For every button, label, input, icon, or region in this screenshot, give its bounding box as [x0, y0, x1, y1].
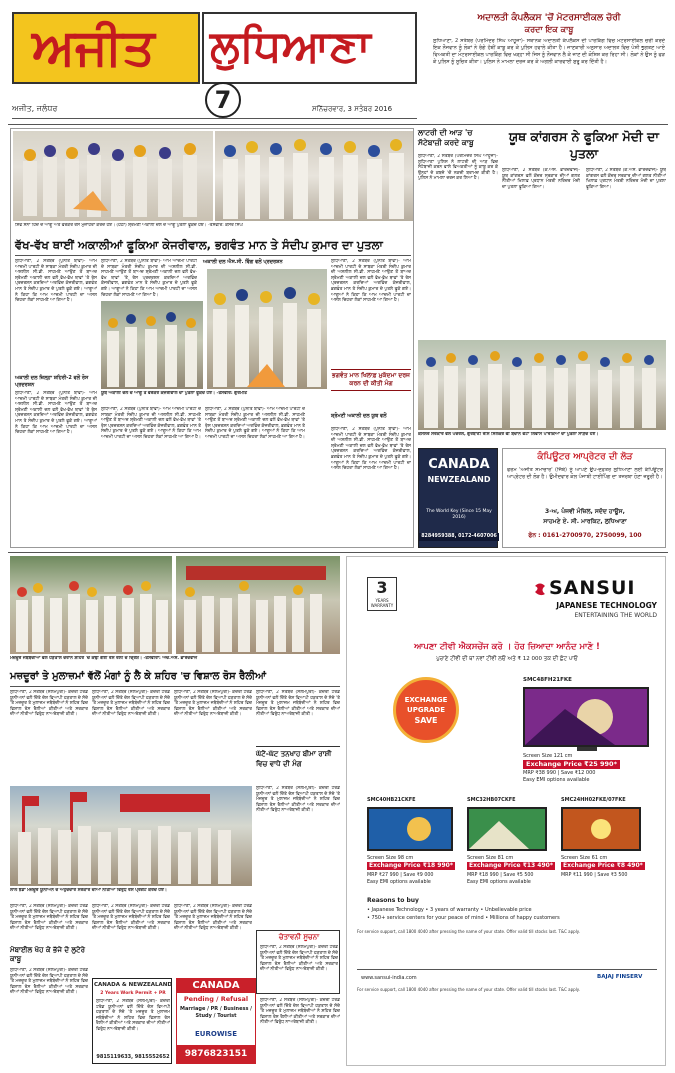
lead-inner-photo-1	[101, 301, 203, 389]
strike-photo-2	[176, 556, 340, 654]
warranty-badge	[367, 577, 397, 611]
lead-body-col2: ਲੁਧਿਆਣਾ, 2 ਸਤੰਬਰ (ਪੁਨੀਤ ਬਾਵਾ)- ਆਮ ਆਦਮੀ ਪਾਰਟੀ ਦੇ ਸਾਬਕਾ ਮੰਤਰੀ ਸੰਦੀਪ ਕੁਮਾਰ ਦੀ ਅਸ਼ਲੀਲ ਸੀ.ਡੀ. ਸਾਹਮਣੇ ਆਉਣ ਤੋਂ ਬਾਅਦ ਸ਼੍ਰੋਮਣੀ ਅਕਾਲੀ ਦਲ ਵਲੋਂ ਵੱਖ-ਵੱਖ ਥਾਵਾਂ 'ਤੇ ਰੋਸ ਪ੍ਰਦਰਸ਼ਨ ਕਰਦਿਆਂ ਅਰਵਿੰਦ ਕੇਜਰੀਵਾਲ, ਭਗਵੰਤ ਮਾਨ ਤੇ ਸੰਦੀਪ ਕੁਮਾਰ ਦੇ ਪੁਤਲੇ ਫੂਕੇ ਗਏ। ਆਗੂਆਂ ਨੇ ਕਿਹਾ ਕਿ ਆਮ ਆਦਮੀ ਪਾਰਟੀ ਦਾ ਅਸਲ ਚਿਹਰਾ ਲੋਕਾਂ ਸਾਹਮਣੇ ਆ ਗਿਆ ਹੈ।	[101, 259, 197, 297]
tv-4-model: SMC24HH02FKE/07FKE	[561, 797, 626, 803]
offer-headline: ਆਪਣਾ ਟੀਵੀ ਐਕਸਚੇਂਜ ਕਰੋ । ਹੋਰ ਜ਼ਿਆਦਾ ਆਨੰਦ ਮਾਣੋ !	[414, 642, 600, 652]
tv-1-price: Exchange Price ₹25 990*	[523, 760, 620, 769]
lead-body-col5b: ਲੁਧਿਆਣਾ, 2 ਸਤੰਬਰ (ਪੁਨੀਤ ਬਾਵਾ)- ਆਮ ਆਦਮੀ ਪਾਰਟੀ ਦੇ ਸਾਬਕਾ ਮੰਤਰੀ ਸੰਦੀਪ ਕੁਮਾਰ ਦੀ ਅਸ਼ਲੀਲ ਸੀ.ਡੀ. ਸਾਹਮਣੇ ਆਉਣ ਤੋਂ ਬਾਅਦ ਸ਼੍ਰੋਮਣੀ ਅਕਾਲੀ ਦਲ ਵਲੋਂ ਵੱਖ-ਵੱਖ ਥਾਵਾਂ 'ਤੇ ਰੋਸ ਪ੍ਰਦਰਸ਼ਨ ਕਰਦਿਆਂ ਅਰਵਿੰਦ ਕੇਜਰੀਵਾਲ, ਭਗਵੰਤ ਮਾਨ ਤੇ ਸੰਦੀਪ ਕੁਮਾਰ ਦੇ ਪੁਤਲੇ ਫੂਕੇ ਗਏ। ਆਗੂਆਂ ਨੇ ਕਿਹਾ ਕਿ ਆਮ ਆਦਮੀ ਪਾਰਟੀ ਦਾ ਅਸਲ ਚਿਹਰਾ ਲੋਕਾਂ ਸਾਹਮਣੇ ਆ ਗਿਆ ਹੈ।	[331, 427, 411, 472]
sansui-ad	[346, 556, 666, 1066]
tv-3-size: Screen Size 81 cm	[467, 855, 514, 861]
lead-photo-2-figures	[215, 131, 413, 221]
lead-photo-1	[13, 131, 213, 221]
tv-2-screen	[367, 807, 453, 851]
warning-notice	[256, 930, 340, 994]
strike-body-col2: ਲੁਧਿਆਣਾ, 2 ਸਤੰਬਰ (ਸਲੇਮਪੁਰੀ)- ਕੇਂਦਰੀ ਟਰੇਡ ਯੂਨੀਅਨਾਂ ਵਲੋਂ ਦਿੱਤੇ ਦੇਸ਼ ਵਿਆਪੀ ਹੜਤਾਲ ਦੇ ਸੱਦੇ 'ਤੇ ਮਜ਼ਦੂਰ ਤੇ ਮੁਲਾਜ਼ਮ ਜਥੇਬੰਦੀਆਂ ਨੇ ਸ਼ਹਿਰ ਵਿਚ ਵਿਸ਼ਾਲ ਰੋਸ ਰੈਲੀਆਂ ਕੀਤੀਆਂ ਅਤੇ ਸਰਕਾਰ ਦੀਆਂ ਨੀਤੀਆਂ ਵਿਰੁੱਧ ਨਾਅਰੇਬਾਜ਼ੀ ਕੀਤੀ।	[92, 690, 170, 718]
lead-photo-1-figures	[13, 131, 213, 221]
top-right-headline-1: ਅਦਾਲਤੀ ਕੰਪਲੈਕਸ 'ਚੋਂ ਮੋਟਰਸਾਈਕਲ ਚੋਰੀ	[477, 13, 621, 23]
youth-story-headline: ਯੂਥ ਕਾਂਗਰਸ ਨੇ ਫੂਕਿਆ ਮੋਦੀ ਦਾ ਪੁਤਲਾ	[509, 129, 659, 161]
computer-notice-headline: ਕੰਪਿਊਟਰ ਆਪ੍ਰੇਟਰ ਦੀ ਲੋੜ	[537, 452, 633, 462]
lead-story	[10, 128, 414, 548]
tv-4-mrp: MRP ₹11 990 | Save ₹3 500	[561, 873, 628, 878]
lead-body-col4: ਲੁਧਿਆਣਾ, 2 ਸਤੰਬਰ (ਪੁਨੀਤ ਬਾਵਾ)- ਆਮ ਆਦਮੀ ਪਾਰਟੀ ਦੇ ਸਾਬਕਾ ਮੰਤਰੀ ਸੰਦੀਪ ਕੁਮਾਰ ਦੀ ਅਸ਼ਲੀਲ ਸੀ.ਡੀ. ਸਾਹਮਣੇ ਆਉਣ ਤੋਂ ਬਾਅਦ ਸ਼੍ਰੋਮਣੀ ਅਕਾਲੀ ਦਲ ਵਲੋਂ ਵੱਖ-ਵੱਖ ਥਾਵਾਂ 'ਤੇ ਰੋਸ ਪ੍ਰਦਰਸ਼ਨ ਕਰਦਿਆਂ ਅਰਵਿੰਦ ਕੇਜਰੀਵਾਲ, ਭਗਵੰਤ ਮਾਨ ਤੇ ਸੰਦੀਪ ਕੁਮਾਰ ਦੇ ਪੁਤਲੇ ਫੂਕੇ ਗਏ। ਆਗੂਆਂ ਨੇ ਕਿਹਾ ਕਿ ਆਮ ਆਦਮੀ ਪਾਰਟੀ ਦਾ ਅਸਲ ਚਿਹਰਾ ਲੋਕਾਂ ਸਾਹਮਣੇ ਆ ਗਿਆ ਹੈ।	[205, 407, 305, 440]
sansui-footer-note: For service support, call 1800 4040 after pressing the name of your state. Offer valid till stocks last. T&C apply.	[357, 929, 580, 934]
eurowise-ad	[176, 978, 256, 1064]
youth-story-photo	[418, 340, 666, 430]
canada-ad-title: CANADA	[428, 457, 490, 472]
tv-4-price: Exchange Price ₹8 490*	[563, 862, 643, 869]
offer-subline: ਪੁਰਾਣੇ ਟੀਵੀ ਦੀ ਥਾਂ ਨਵਾਂ ਟੀਵੀ ਲਓ ਅਤੇ ₹ 12 000 ਤਕ ਦੀ ਛੋਟ ਪਾਓ	[436, 656, 578, 662]
page-top-rule	[8, 124, 668, 125]
misc-body-col2: ਲੁਧਿਆਣਾ, 2 ਸਤੰਬਰ (ਸਲੇਮਪੁਰੀ)- ਕੇਂਦਰੀ ਟਰੇਡ ਯੂਨੀਅਨਾਂ ਵਲੋਂ ਦਿੱਤੇ ਦੇਸ਼ ਵਿਆਪੀ ਹੜਤਾਲ ਦੇ ਸੱਦੇ 'ਤੇ ਮਜ਼ਦੂਰ ਤੇ ਮੁਲਾਜ਼ਮ ਜਥੇਬੰਦੀਆਂ ਨੇ ਸ਼ਹਿਰ ਵਿਚ ਵਿਸ਼ਾਲ ਰੋਸ ਰੈਲੀਆਂ ਕੀਤੀਆਂ ਅਤੇ ਸਰਕਾਰ ਦੀਆਂ ਨੀਤੀਆਂ ਵਿਰੁੱਧ ਨਾਅਰੇਬਾਜ਼ੀ ਕੀਤੀ।	[92, 904, 170, 932]
lead-body-col3: ਲੁਧਿਆਣਾ, 2 ਸਤੰਬਰ (ਪੁਨੀਤ ਬਾਵਾ)- ਆਮ ਆਦਮੀ ਪਾਰਟੀ ਦੇ ਸਾਬਕਾ ਮੰਤਰੀ ਸੰਦੀਪ ਕੁਮਾਰ ਦੀ ਅਸ਼ਲੀਲ ਸੀ.ਡੀ. ਸਾਹਮਣੇ ਆਉਣ ਤੋਂ ਬਾਅਦ ਸ਼੍ਰੋਮਣੀ ਅਕਾਲੀ ਦਲ ਵਲੋਂ ਵੱਖ-ਵੱਖ ਥਾਵਾਂ 'ਤੇ ਰੋਸ ਪ੍ਰਦਰਸ਼ਨ ਕਰਦਿਆਂ ਅਰਵਿੰਦ ਕੇਜਰੀਵਾਲ, ਭਗਵੰਤ ਮਾਨ ਤੇ ਸੰਦੀਪ ਕੁਮਾਰ ਦੇ ਪੁਤਲੇ ਫੂਕੇ ਗਏ। ਆਗੂਆਂ ਨੇ ਕਿਹਾ ਕਿ ਆਮ ਆਦਮੀ ਪਾਰਟੀ ਦਾ ਅਸਲ ਚਿਹਰਾ ਲੋਕਾਂ ਸਾਹਮਣੇ ਆ ਗਿਆ ਹੈ।	[101, 407, 201, 440]
tv-3-screen	[467, 807, 547, 851]
tv-4-screen	[561, 807, 641, 851]
computer-notice-address-1: 3-ਅ, ਪੰਜਵੀ ਮੰਜ਼ਿਲ, ਸਦੱਦ ਹਾਊਸ,	[545, 508, 625, 515]
sansui-website: www.sansui-india.com	[361, 975, 417, 981]
computer-notice-address-2: ਸਾਹਮਣੇ ਏ. ਸੀ. ਮਾਰਕਿਟ, ਲੁਧਿਆਣਾ	[543, 518, 627, 525]
masthead	[12, 12, 417, 120]
youth-story-photo-figures	[418, 340, 666, 430]
youth-story-photo-caption: ਕੌਂਸਲਰ ਸਰਕਾਰ ਵਲੋਂ ਪੰਦਰੋਲ, ਗੁਰਬਾਣੀ ਰੀਸ ਸਿਲਕਰ ਵੀ ਬਦਾਨੇ ਵੇਟਾਂ ਲਿਵਾਸ ਪਾਰਕਿਆਂ ਦਾ ਪੁਤਲਾ ਸਾੜਦੇ ਹੋਏ।	[418, 432, 599, 437]
sansui-tagline-1: JAPANESE TECHNOLOGY	[556, 601, 657, 610]
warranty-number: 3	[376, 578, 388, 597]
strike-headline-rule	[10, 686, 340, 687]
canada-newzealand-ad	[418, 448, 498, 548]
sansui-brand: SANSUI	[549, 577, 636, 599]
exchange-badge	[393, 677, 459, 743]
tv-2-price: Exchange Price ₹18 990*	[369, 862, 453, 869]
eurowise-ad-sub: Pending / Refusal	[183, 995, 249, 1003]
lead-subhead-3: ਸ਼੍ਰੋਮਣੀ ਅਕਾਲੀ ਦਲ ਯੂਥ ਵਲੋਂ	[331, 413, 387, 419]
work-permit-ad-phone: 9815119633, 9815552652	[96, 1054, 170, 1060]
tv-4-screen-image	[563, 809, 639, 849]
computer-notice-phone: ਫੋਨ : 0161-2700970, 2750099, 100	[528, 532, 642, 539]
youth-story	[502, 128, 666, 338]
tv-3-model: SMC32HB07CKFE	[467, 797, 516, 803]
youth-story-body-2: ਲੁਧਿਆਣਾ, 2 ਸਤੰਬਰ (ਕੇ.ਐਸ. ਭਾਰਦਵਾਜ)- ਯੂਥ ਕਾਂਗਰਸ ਵਲੋਂ ਕੇਂਦਰ ਸਰਕਾਰ ਦੀਆਂ ਗਲਤ ਨੀਤੀਆਂ ਖਿਲਾਫ਼ ਪ੍ਰਧਾਨ ਮੰਤਰੀ ਨਰਿੰਦਰ ਮੋਦੀ ਦਾ ਪੁਤਲਾ ਫੂਕਿਆ ਗਿਆ।	[586, 168, 666, 190]
masthead-left-title: ਅਜੀਤ	[32, 18, 155, 76]
tv-1-emi: Easy EMI options available	[523, 777, 590, 783]
lead-inner-photo-1-figures	[101, 301, 203, 389]
lead-callout: ਭਗਵੰਤ ਮਾਨ ਖਿਲਾਫ਼ ਮੁਕੱਦਮਾ ਦਰਜ ਕਰਨ ਦੀ ਕੀਤੀ ਮੰਗ	[331, 369, 411, 391]
canada-ad-tag: The World Key (Since 15 May 2016)	[426, 509, 492, 520]
canada-ad-phone: 8284959388, 0172-4607006	[419, 533, 499, 541]
eurowise-ad-lines: Marriage / PR / Business / Study / Tourist	[180, 1006, 252, 1019]
lead-body-col1: ਲੁਧਿਆਣਾ, 2 ਸਤੰਬਰ (ਪੁਨੀਤ ਬਾਵਾ)- ਆਮ ਆਦਮੀ ਪਾਰਟੀ ਦੇ ਸਾਬਕਾ ਮੰਤਰੀ ਸੰਦੀਪ ਕੁਮਾਰ ਦੀ ਅਸ਼ਲੀਲ ਸੀ.ਡੀ. ਸਾਹਮਣੇ ਆਉਣ ਤੋਂ ਬਾਅਦ ਸ਼੍ਰੋਮਣੀ ਅਕਾਲੀ ਦਲ ਵਲੋਂ ਵੱਖ-ਵੱਖ ਥਾਵਾਂ 'ਤੇ ਰੋਸ ਪ੍ਰਦਰਸ਼ਨ ਕਰਦਿਆਂ ਅਰਵਿੰਦ ਕੇਜਰੀਵਾਲ, ਭਗਵੰਤ ਮਾਨ ਤੇ ਸੰਦੀਪ ਕੁਮਾਰ ਦੇ ਪੁਤਲੇ ਫੂਕੇ ਗਏ। ਆਗੂਆਂ ਨੇ ਕਿਹਾ ਕਿ ਆਮ ਆਦਮੀ ਪਾਰਟੀ ਦਾ ਅਸਲ ਚਿਹਰਾ ਲੋਕਾਂ ਸਾਹਮਣੇ ਆ ਗਿਆ ਹੈ।	[15, 259, 97, 304]
exchange-badge-line-1: EXCHANGE	[404, 696, 448, 704]
tv-1-screen	[523, 687, 649, 747]
lead-inner-photo-caption: ਯੂਥ ਅਕਾਲੀ ਦਲ ਦੇ ਆਗੂ ਤੇ ਵਰਕਰ ਕੇਜਰੀਵਾਲ ਦਾ ਪੁਤਲਾ ਫੂਕਦੇ ਹੋਏ। -ਤਸਵੀਰ: ਗੁਰਮੀਤ	[101, 391, 247, 396]
mid-story-headline: ਲਾਟਰੀ ਦੀ ਆੜ 'ਚ ਸੱਟੇਬਾਜ਼ੀ ਕਰਦੇ ਕਾਬੂ	[418, 128, 474, 147]
computer-operator-notice	[502, 448, 666, 548]
sansui-tagline-2: ENTERTAINING THE WORLD	[574, 612, 657, 619]
tv-3-mrp: MRP ₹18 990 | Save ₹5 500	[467, 873, 534, 878]
tv-1-mrp: MRP ₹38 990 | Save ₹12 000	[523, 770, 596, 776]
lead-inner-photo-2-figures	[207, 269, 327, 389]
issue-date: ਸਨਿੱਚਰਵਾਰ, 3 ਸਤੰਬਰ 2016	[312, 105, 393, 113]
tv-3-price: Exchange Price ₹13 490*	[469, 862, 553, 869]
strike-photo-caption: ਮਜ਼ਦੂਰ ਜਥੇਬੰਦੀਆਂ ਵਲੋਂ ਹੜਤਾਲ ਦੌਰਾਨ ਸ਼ਹਿਰ 'ਚ ਕੱਢੀ ਗਈ ਰੋਸ ਰੈਲੀ ਦੇ ਦ੍ਰਿਸ਼। -ਤਸਵੀਰਾਂ: ਐਚ.ਐਸ. ਭਾਰਦਵਾਜ	[10, 656, 198, 661]
tv-1-screen-image	[525, 689, 647, 745]
misc-body-col1: ਲੁਧਿਆਣਾ, 2 ਸਤੰਬਰ (ਸਲੇਮਪੁਰੀ)- ਕੇਂਦਰੀ ਟਰੇਡ ਯੂਨੀਅਨਾਂ ਵਲੋਂ ਦਿੱਤੇ ਦੇਸ਼ ਵਿਆਪੀ ਹੜਤਾਲ ਦੇ ਸੱਦੇ 'ਤੇ ਮਜ਼ਦੂਰ ਤੇ ਮੁਲਾਜ਼ਮ ਜਥੇਬੰਦੀਆਂ ਨੇ ਸ਼ਹਿਰ ਵਿਚ ਵਿਸ਼ਾਲ ਰੋਸ ਰੈਲੀਆਂ ਕੀਤੀਆਂ ਅਤੇ ਸਰਕਾਰ ਦੀਆਂ ਨੀਤੀਆਂ ਵਿਰੁੱਧ ਨਾਅਰੇਬਾਜ਼ੀ ਕੀਤੀ।	[10, 904, 88, 932]
strike-body-col4: ਲੁਧਿਆਣਾ, 2 ਸਤੰਬਰ (ਸਲੇਮਪੁਰੀ)- ਕੇਂਦਰੀ ਟਰੇਡ ਯੂਨੀਅਨਾਂ ਵਲੋਂ ਦਿੱਤੇ ਦੇਸ਼ ਵਿਆਪੀ ਹੜਤਾਲ ਦੇ ਸੱਦੇ 'ਤੇ ਮਜ਼ਦੂਰ ਤੇ ਮੁਲਾਜ਼ਮ ਜਥੇਬੰਦੀਆਂ ਨੇ ਸ਼ਹਿਰ ਵਿਚ ਵਿਸ਼ਾਲ ਰੋਸ ਰੈਲੀਆਂ ਕੀਤੀਆਂ ਅਤੇ ਸਰਕਾਰ ਦੀਆਂ ਨੀਤੀਆਂ ਵਿਰੁੱਧ ਨਾਅਰੇਬਾਜ਼ੀ ਕੀਤੀ।	[256, 690, 340, 718]
work-permit-ad-sub: 2 Years Work Permit + PR	[100, 991, 166, 996]
misc-body-col3: ਲੁਧਿਆਣਾ, 2 ਸਤੰਬਰ (ਸਲੇਮਪੁਰੀ)- ਕੇਂਦਰੀ ਟਰੇਡ ਯੂਨੀਅਨਾਂ ਵਲੋਂ ਦਿੱਤੇ ਦੇਸ਼ ਵਿਆਪੀ ਹੜਤਾਲ ਦੇ ਸੱਦੇ 'ਤੇ ਮਜ਼ਦੂਰ ਤੇ ਮੁਲਾਜ਼ਮ ਜਥੇਬੰਦੀਆਂ ਨੇ ਸ਼ਹਿਰ ਵਿਚ ਵਿਸ਼ਾਲ ਰੋਸ ਰੈਲੀਆਂ ਕੀਤੀਆਂ ਅਤੇ ਸਰਕਾਰ ਦੀਆਂ ਨੀਤੀਆਂ ਵਿਰੁੱਧ ਨਾਅਰੇਬਾਜ਼ੀ ਕੀਤੀ।	[174, 904, 252, 932]
strike-body-col5: ਲੁਧਿਆਣਾ, 2 ਸਤੰਬਰ (ਸਲੇਮਪੁਰੀ)- ਕੇਂਦਰੀ ਟਰੇਡ ਯੂਨੀਅਨਾਂ ਵਲੋਂ ਦਿੱਤੇ ਦੇਸ਼ ਵਿਆਪੀ ਹੜਤਾਲ ਦੇ ਸੱਦੇ 'ਤੇ ਮਜ਼ਦੂਰ ਤੇ ਮੁਲਾਜ਼ਮ ਜਥੇਬੰਦੀਆਂ ਨੇ ਸ਼ਹਿਰ ਵਿਚ ਵਿਸ਼ਾਲ ਰੋਸ ਰੈਲੀਆਂ ਕੀਤੀਆਂ ਅਤੇ ਸਰਕਾਰ ਦੀਆਂ ਨੀਤੀਆਂ ਵਿਰੁੱਧ ਨਾਅਰੇਬਾਜ਼ੀ ਕੀਤੀ।	[256, 786, 340, 814]
lead-photo-2	[215, 131, 413, 221]
strike-photo-1	[10, 556, 172, 654]
tv-2-size: Screen Size 98 cm	[367, 855, 414, 861]
reasons-title: Reasons to buy	[367, 897, 419, 904]
bajaj-finserv-logo: BAJAJ FINSERV	[597, 974, 643, 980]
eurowise-ad-title: CANADA	[177, 979, 255, 993]
lead-headline: ਵੱਖ-ਵੱਖ ਥਾਈਂ ਅਕਾਲੀਆਂ ਫੂਕਿਆ ਕੇਜਰੀਵਾਲ, ਭਗਵੰਤ ਮਾਨ ਤੇ ਸੰਦੀਪ ਕੁਮਾਰ ਦਾ ਪੁਤਲਾ	[15, 238, 383, 252]
mid-story-body: ਲੁਧਿਆਣਾ, 2 ਸਤੰਬਰ (ਪਰਮਿੰਦਰ ਸਿੰਘ ਆਹੂਜਾ)- ਲੁਧਿਆਣਾ ਪੁਲਿਸ ਨੇ ਲਾਟਰੀ ਦੀ ਆੜ ਵਿਚ ਸੱਟੇਬਾਜ਼ੀ ਕਰਨ ਵਾਲੇ ਵਿਅਕਤੀਆਂ ਨੂੰ ਕਾਬੂ ਕਰ ਕੇ ਉਨ੍ਹਾਂ ਦੇ ਕਬਜ਼ੇ 'ਚੋਂ ਨਕਦੀ ਬਰਾਮਦ ਕੀਤੀ ਹੈ। ਪੁਲਿਸ ਨੇ ਮਾਮਲਾ ਦਰਜ ਕਰ ਲਿਆ ਹੈ।	[418, 154, 498, 182]
tv-3-emi: Easy EMI options available	[467, 880, 531, 885]
strike-body-col3: ਲੁਧਿਆਣਾ, 2 ਸਤੰਬਰ (ਸਲੇਮਪੁਰੀ)- ਕੇਂਦਰੀ ਟਰੇਡ ਯੂਨੀਅਨਾਂ ਵਲੋਂ ਦਿੱਤੇ ਦੇਸ਼ ਵਿਆਪੀ ਹੜਤਾਲ ਦੇ ਸੱਦੇ 'ਤੇ ਮਜ਼ਦੂਰ ਤੇ ਮੁਲਾਜ਼ਮ ਜਥੇਬੰਦੀਆਂ ਨੇ ਸ਼ਹਿਰ ਵਿਚ ਵਿਸ਼ਾਲ ਰੋਸ ਰੈਲੀਆਂ ਕੀਤੀਆਂ ਅਤੇ ਸਰਕਾਰ ਦੀਆਂ ਨੀਤੀਆਂ ਵਿਰੁੱਧ ਨਾਅਰੇਬਾਜ਼ੀ ਕੀਤੀ।	[174, 690, 252, 718]
tv-2-model: SMC40HB21CKFE	[367, 797, 416, 803]
snatcher-headline: ਮੋਬਾਈਲ ਖੋਹ ਕੇ ਭੱਜੇ ਦੋ ਲੁਟੇਰੇ ਕਾਬੂ	[10, 946, 85, 963]
youth-story-body-1: ਲੁਧਿਆਣਾ, 2 ਸਤੰਬਰ (ਕੇ.ਐਸ. ਭਾਰਦਵਾਜ)- ਯੂਥ ਕਾਂਗਰਸ ਵਲੋਂ ਕੇਂਦਰ ਸਰਕਾਰ ਦੀਆਂ ਗਲਤ ਨੀਤੀਆਂ ਖਿਲਾਫ਼ ਪ੍ਰਧਾਨ ਮੰਤਰੀ ਨਰਿੰਦਰ ਮੋਦੀ ਦਾ ਪੁਤਲਾ ਫੂਕਿਆ ਗਿਆ।	[502, 168, 580, 190]
tv-2-screen-image	[369, 809, 451, 849]
tv-1-model: SMC48FH21FKE	[523, 677, 572, 683]
top-right-headline-2: ਕਰਦਾ ਇਕ ਕਾਬੂ	[524, 25, 574, 34]
tv-3-screen-image	[469, 809, 545, 849]
warning-notice-body: ਲੁਧਿਆਣਾ, 2 ਸਤੰਬਰ (ਸਲੇਮਪੁਰੀ)- ਕੇਂਦਰੀ ਟਰੇਡ ਯੂਨੀਅਨਾਂ ਵਲੋਂ ਦਿੱਤੇ ਦੇਸ਼ ਵਿਆਪੀ ਹੜਤਾਲ ਦੇ ਸੱਦੇ 'ਤੇ ਮਜ਼ਦੂਰ ਤੇ ਮੁਲਾਜ਼ਮ ਜਥੇਬੰਦੀਆਂ ਨੇ ਸ਼ਹਿਰ ਵਿਚ ਵਿਸ਼ਾਲ ਰੋਸ ਰੈਲੀਆਂ ਕੀਤੀਆਂ ਅਤੇ ਸਰਕਾਰ ਦੀਆਂ ਨੀਤੀਆਂ ਵਿਰੁੱਧ ਨਾਅਰੇਬਾਜ਼ੀ ਕੀਤੀ।	[260, 945, 338, 973]
mid-story	[418, 128, 498, 338]
sansui-dealer-list: For service support, call 1800 4040 after pressing the name of your state. Offer valid till stocks last. T&C apply.	[357, 987, 580, 992]
lead-body-col1b: ਲੁਧਿਆਣਾ, 2 ਸਤੰਬਰ (ਪੁਨੀਤ ਬਾਵਾ)- ਆਮ ਆਦਮੀ ਪਾਰਟੀ ਦੇ ਸਾਬਕਾ ਮੰਤਰੀ ਸੰਦੀਪ ਕੁਮਾਰ ਦੀ ਅਸ਼ਲੀਲ ਸੀ.ਡੀ. ਸਾਹਮਣੇ ਆਉਣ ਤੋਂ ਬਾਅਦ ਸ਼੍ਰੋਮਣੀ ਅਕਾਲੀ ਦਲ ਵਲੋਂ ਵੱਖ-ਵੱਖ ਥਾਵਾਂ 'ਤੇ ਰੋਸ ਪ੍ਰਦਰਸ਼ਨ ਕਰਦਿਆਂ ਅਰਵਿੰਦ ਕੇਜਰੀਵਾਲ, ਭਗਵੰਤ ਮਾਨ ਤੇ ਸੰਦੀਪ ਕੁਮਾਰ ਦੇ ਪੁਤਲੇ ਫੂਕੇ ਗਏ। ਆਗੂਆਂ ਨੇ ਕਿਹਾ ਕਿ ਆਮ ਆਦਮੀ ਪਾਰਟੀ ਦਾ ਅਸਲ ਚਿਹਰਾ ਲੋਕਾਂ ਸਾਹਮਣੇ ਆ ਗਿਆ ਹੈ।	[15, 391, 97, 436]
strike-photo-2-figures	[176, 556, 340, 654]
tv-4-size: Screen Size 61 cm	[561, 855, 608, 861]
strike-photo-3-caption: ਲਾਲ ਝੰਡਾ ਮਜ਼ਦੂਰ ਯੂਨੀਅਨ ਦੇ ਅਹੁਦੇਦਾਰ ਸਰਕਾਰ ਦੀਆਂ ਨੀਤੀਆਂ ਵਿਰੁੱਧ ਰੋਸ ਪ੍ਰਗਟ ਕਰਦੇ ਹੋਏ।	[10, 888, 167, 893]
canada-ad-subtitle: NEWZEALAND	[427, 475, 491, 484]
lead-photo-caption: ਸ਼ਿਵ ਸੈਨਾ ਹਿੰਦ ਦੇ ਆਗੂ ਅਤੇ ਵਰਕਰ ਰੋਸ ਮੁਜ਼ਾਹਰਾ ਕਰਦੇ ਹੋਏ। (ਹੇਠਾਂ) ਸ਼੍ਰੋਮਣੀ ਅਕਾਲੀ ਦਲ ਦੇ ਆਗੂ ਪੁਤਲਾ ਫੂਕਦੇ ਹੋਏ। -ਤਸਵੀਰ: ਕੇਸਰ ਸਿੰਘ	[15, 223, 243, 228]
lead-inner-photo-2	[207, 269, 327, 389]
tv-1-size: Screen Size 121 cm	[523, 753, 573, 759]
sansui-logo-icon	[533, 581, 547, 595]
tv-2-emi: Easy EMI options available	[367, 880, 431, 885]
lead-subhead-2: ਅਕਾਲੀ ਦਲ ਐਸ.ਸੀ. ਵਿੰਗ ਵਲੋਂ ਪ੍ਰਦਰਸ਼ਨ	[203, 259, 283, 265]
computer-notice-body: ਫਰਮ 'ਅਜੀਤ ਸਮਾਚਾਰ' (ਜਿੱਥੇ) ਨੂੰ ਆਪਣੇ ਉਪ-ਦਫ਼ਤਰ ਲੁਧਿਆਣਾ ਲਈ ਕੰਪਿਊਟਰ ਆਪ੍ਰੇਟਰ ਦੀ ਲੋੜ ਹੈ। ਉਮੀਦਵਾਰ ਕੋਲ ਪੰਜਾਬੀ ਟਾਈਪਿੰਗ ਦਾ ਤਜਰਬਾ ਹੋਣਾ ਜ਼ਰੂਰੀ ਹੈ।	[507, 467, 663, 480]
top-right-body: ਲੁਧਿਆਣਾ, 2 ਸਤੰਬਰ (ਪਰਮਿੰਦਰ ਸਿੰਘ ਆਹੂਜਾ)- ਸਥਾਨਕ ਅਦਾਲਤੀ ਕੰਪਲੈਕਸ ਦੀ ਪਾਰਕਿੰਗ ਵਿਚ ਮੋਟਰਸਾਈਕਲ ਚੋਰੀ ਕਰਦੇ ਇਕ ਨੌਜਵਾਨ ਨੂੰ ਲੋਕਾਂ ਨੇ ਰੰਗੇ ਹੱਥੀਂ ਕਾਬੂ ਕਰ ਕੇ ਪੁਲਿਸ ਹਵਾਲੇ ਕੀਤਾ ਹੈ। ਜਾਣਕਾਰੀ ਅਨੁਸਾਰ ਅਦਾਲਤ ਵਿਚ ਪੇਸ਼ੀ ਭੁਗਤਣ ਆਏ ਵਿਅਕਤੀ ਦਾ ਮੋਟਰਸਾਈਕਲ ਪਾਰਕਿੰਗ ਵਿਚ ਖੜ੍ਹਾ ਸੀ ਜਿਸ ਨੂੰ ਨੌਜਵਾਨ ਲੈ ਕੇ ਜਾਣ ਦੀ ਕੋਸ਼ਿਸ਼ ਕਰ ਰਿਹਾ ਸੀ। ਲੋਕਾਂ ਨੇ ਉਸ ਨੂੰ ਫੜ ਕੇ ਪੁਲਿਸ ਨੂੰ ਸੂਚਿਤ ਕੀਤਾ। ਪੁਲਿਸ ਨੇ ਮਾਮਲਾ ਦਰਜ ਕਰ ਕੇ ਅਗਲੀ ਕਾਰਵਾਈ ਸ਼ੁਰੂ ਕਰ ਦਿੱਤੀ ਹੈ।	[433, 38, 665, 65]
warranty-text: YEARS WARRANTY	[370, 598, 394, 608]
strike-pullquote: ਘੱਟੋ-ਘੱਟ ਤਨਖਾਹ ਬੀਮਾ ਰਾਸ਼ੀ ਵਿਚ ਵਾਧੇ ਦੀ ਮੰਗ	[256, 746, 340, 769]
misc-body-col4: ਲੁਧਿਆਣਾ, 2 ਸਤੰਬਰ (ਸਲੇਮਪੁਰੀ)- ਕੇਂਦਰੀ ਟਰੇਡ ਯੂਨੀਅਨਾਂ ਵਲੋਂ ਦਿੱਤੇ ਦੇਸ਼ ਵਿਆਪੀ ਹੜਤਾਲ ਦੇ ਸੱਦੇ 'ਤੇ ਮਜ਼ਦੂਰ ਤੇ ਮੁਲਾਜ਼ਮ ਜਥੇਬੰਦੀਆਂ ਨੇ ਸ਼ਹਿਰ ਵਿਚ ਵਿਸ਼ਾਲ ਰੋਸ ਰੈਲੀਆਂ ਕੀਤੀਆਂ ਅਤੇ ਸਰਕਾਰ ਦੀਆਂ ਨੀਤੀਆਂ ਵਿਰੁੱਧ ਨਾਅਰੇਬਾਜ਼ੀ ਕੀਤੀ।	[260, 998, 340, 1026]
warning-notice-title: ਚੇਤਾਵਨੀ ਸੂਚਨਾ	[278, 933, 320, 941]
masthead-rule	[12, 118, 417, 119]
publisher-place: ਅਜੀਤ, ਜਲੰਧਰ	[12, 104, 58, 113]
exchange-badge-line-3: SAVE	[414, 716, 438, 725]
sansui-footer-rule	[357, 969, 657, 970]
strike-photo-3-figures	[10, 786, 252, 886]
lead-subhead-1: ਅਕਾਲੀ ਦਲ ਜ਼ਿਲ੍ਹਾ ਸ਼ਹਿਰੀ-2 ਵਲੋਂ ਰੋਸ ਪ੍ਰਦਰਸ਼ਨ	[15, 375, 89, 388]
reasons-line-2: • 750+ service centers for your peace of mind • Millions of happy customers	[367, 915, 560, 921]
canada-work-permit-ad	[92, 978, 172, 1064]
tv-1-stand	[577, 747, 597, 751]
strike-photo-1-figures	[10, 556, 172, 654]
tv-2-mrp: MRP ₹27 990 | Save ₹9 000	[367, 873, 434, 878]
eurowise-ad-phone: 9876823151	[177, 1045, 255, 1063]
work-permit-ad-title: CANADA & NEWZEALAND	[94, 982, 172, 988]
masthead-right-title: ਲੁਧਿਆਣਾ	[210, 21, 371, 72]
top-right-story	[425, 12, 665, 122]
lower-left-story	[10, 556, 340, 1066]
page-number: 7	[214, 86, 232, 114]
page-mid-rule	[8, 552, 668, 553]
exchange-badge-line-2: UPGRADE	[407, 706, 445, 714]
strike-body-col1: ਲੁਧਿਆਣਾ, 2 ਸਤੰਬਰ (ਸਲੇਮਪੁਰੀ)- ਕੇਂਦਰੀ ਟਰੇਡ ਯੂਨੀਅਨਾਂ ਵਲੋਂ ਦਿੱਤੇ ਦੇਸ਼ ਵਿਆਪੀ ਹੜਤਾਲ ਦੇ ਸੱਦੇ 'ਤੇ ਮਜ਼ਦੂਰ ਤੇ ਮੁਲਾਜ਼ਮ ਜਥੇਬੰਦੀਆਂ ਨੇ ਸ਼ਹਿਰ ਵਿਚ ਵਿਸ਼ਾਲ ਰੋਸ ਰੈਲੀਆਂ ਕੀਤੀਆਂ ਅਤੇ ਸਰਕਾਰ ਦੀਆਂ ਨੀਤੀਆਂ ਵਿਰੁੱਧ ਨਾਅਰੇਬਾਜ਼ੀ ਕੀਤੀ।	[10, 690, 88, 718]
strike-headline: ਮਜ਼ਦੂਰਾਂ ਤੇ ਮੁਲਾਜ਼ਮਾਂ ਵੱਲੋਂ ਮੰਗਾਂ ਨੂੰ ਲੈ ਕੇ ਸ਼ਹਿਰ 'ਚ ਵਿਸ਼ਾਲ ਰੋਸ ਰੈਲੀਆਂ	[10, 671, 267, 682]
work-permit-ad-body: ਲੁਧਿਆਣਾ, 2 ਸਤੰਬਰ (ਸਲੇਮਪੁਰੀ)- ਕੇਂਦਰੀ ਟਰੇਡ ਯੂਨੀਅਨਾਂ ਵਲੋਂ ਦਿੱਤੇ ਦੇਸ਼ ਵਿਆਪੀ ਹੜਤਾਲ ਦੇ ਸੱਦੇ 'ਤੇ ਮਜ਼ਦੂਰ ਤੇ ਮੁਲਾਜ਼ਮ ਜਥੇਬੰਦੀਆਂ ਨੇ ਸ਼ਹਿਰ ਵਿਚ ਵਿਸ਼ਾਲ ਰੋਸ ਰੈਲੀਆਂ ਕੀਤੀਆਂ ਅਤੇ ਸਰਕਾਰ ਦੀਆਂ ਨੀਤੀਆਂ ਵਿਰੁੱਧ ਨਾਅਰੇਬਾਜ਼ੀ ਕੀਤੀ।	[96, 999, 170, 1032]
strike-photo-3	[10, 786, 252, 886]
snatcher-body: ਲੁਧਿਆਣਾ, 2 ਸਤੰਬਰ (ਸਲੇਮਪੁਰੀ)- ਕੇਂਦਰੀ ਟਰੇਡ ਯੂਨੀਅਨਾਂ ਵਲੋਂ ਦਿੱਤੇ ਦੇਸ਼ ਵਿਆਪੀ ਹੜਤਾਲ ਦੇ ਸੱਦੇ 'ਤੇ ਮਜ਼ਦੂਰ ਤੇ ਮੁਲਾਜ਼ਮ ਜਥੇਬੰਦੀਆਂ ਨੇ ਸ਼ਹਿਰ ਵਿਚ ਵਿਸ਼ਾਲ ਰੋਸ ਰੈਲੀਆਂ ਕੀਤੀਆਂ ਅਤੇ ਸਰਕਾਰ ਦੀਆਂ ਨੀਤੀਆਂ ਵਿਰੁੱਧ ਨਾਅਰੇਬਾਜ਼ੀ ਕੀਤੀ।	[10, 968, 88, 996]
eurowise-ad-brand: EUROWISE	[195, 1030, 237, 1038]
lead-body-col5: ਲੁਧਿਆਣਾ, 2 ਸਤੰਬਰ (ਪੁਨੀਤ ਬਾਵਾ)- ਆਮ ਆਦਮੀ ਪਾਰਟੀ ਦੇ ਸਾਬਕਾ ਮੰਤਰੀ ਸੰਦੀਪ ਕੁਮਾਰ ਦੀ ਅਸ਼ਲੀਲ ਸੀ.ਡੀ. ਸਾਹਮਣੇ ਆਉਣ ਤੋਂ ਬਾਅਦ ਸ਼੍ਰੋਮਣੀ ਅਕਾਲੀ ਦਲ ਵਲੋਂ ਵੱਖ-ਵੱਖ ਥਾਵਾਂ 'ਤੇ ਰੋਸ ਪ੍ਰਦਰਸ਼ਨ ਕਰਦਿਆਂ ਅਰਵਿੰਦ ਕੇਜਰੀਵਾਲ, ਭਗਵੰਤ ਮਾਨ ਤੇ ਸੰਦੀਪ ਕੁਮਾਰ ਦੇ ਪੁਤਲੇ ਫੂਕੇ ਗਏ। ਆਗੂਆਂ ਨੇ ਕਿਹਾ ਕਿ ਆਮ ਆਦਮੀ ਪਾਰਟੀ ਦਾ ਅਸਲ ਚਿਹਰਾ ਲੋਕਾਂ ਸਾਹਮਣੇ ਆ ਗਿਆ ਹੈ।	[331, 259, 411, 304]
lead-headline-rule	[15, 255, 411, 256]
reasons-line-1: • Japanese Technology • 3 years of warranty • Unbelievable price	[367, 907, 532, 913]
